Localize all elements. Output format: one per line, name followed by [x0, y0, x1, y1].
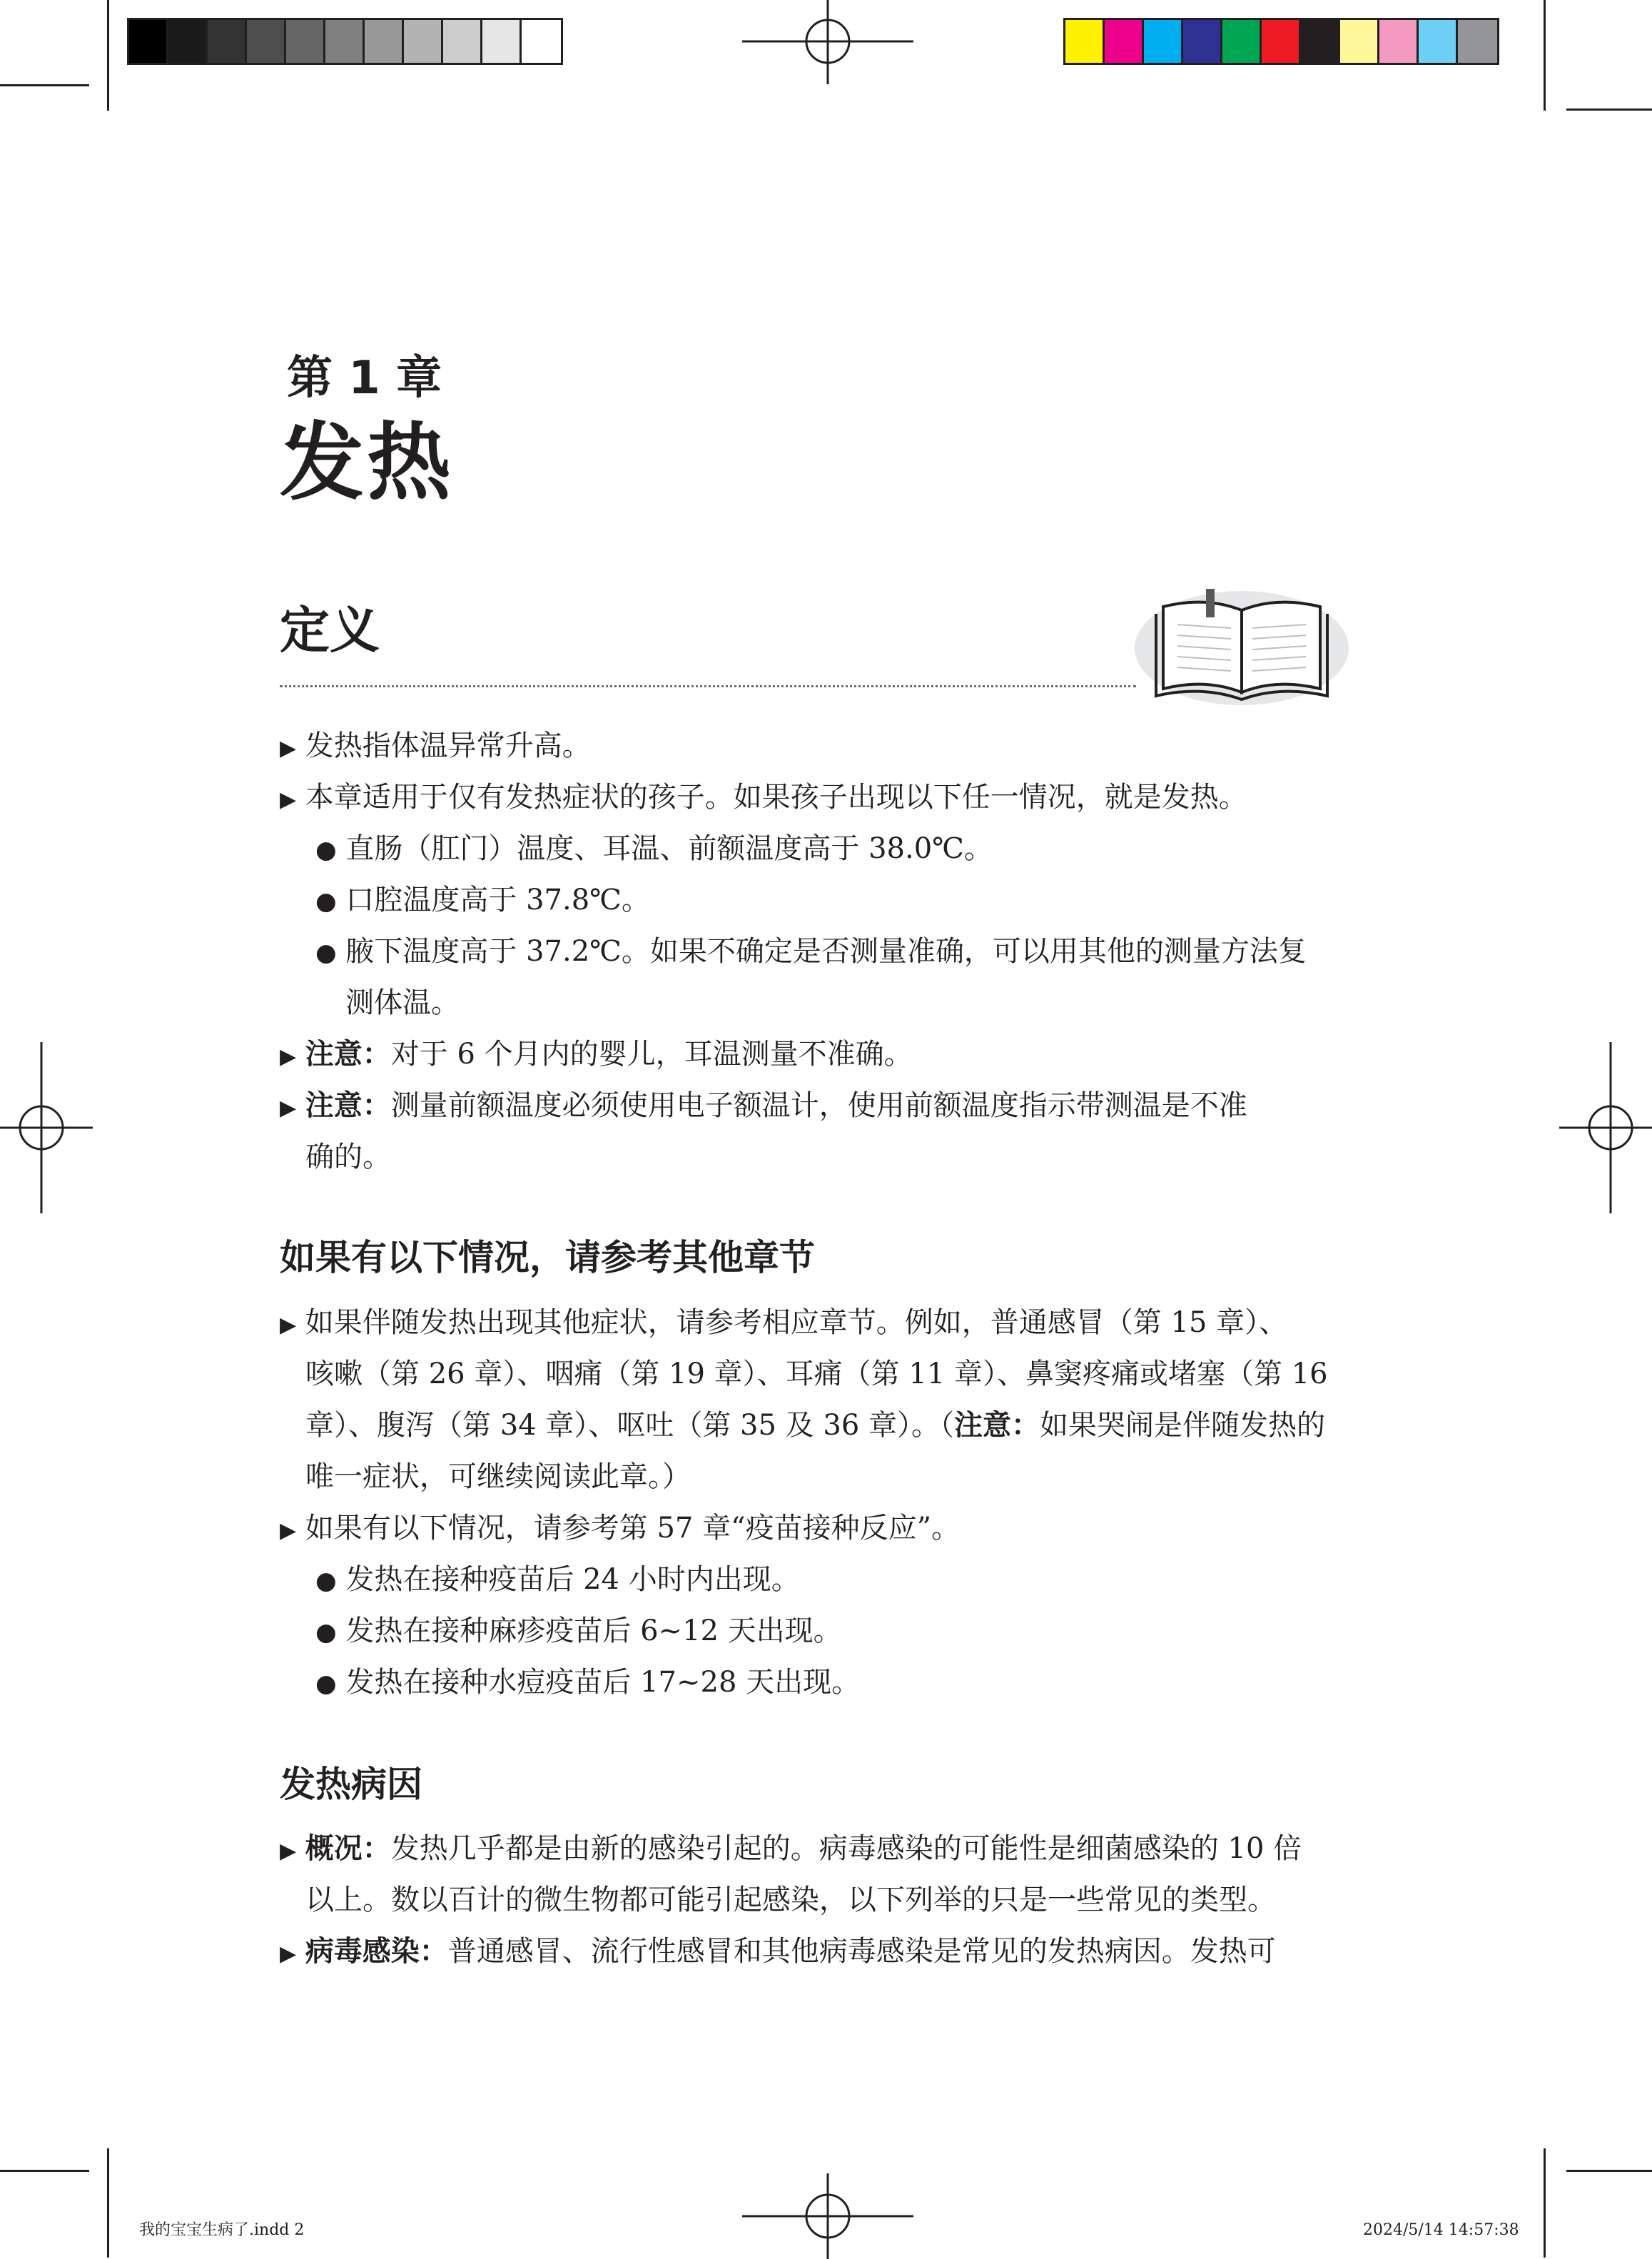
registration-mark-icon — [0, 1042, 93, 1213]
footer-datetime: 2024/5/14 14:57:38 — [1363, 2221, 1519, 2239]
color-swatch — [404, 20, 443, 63]
registration-mark-icon — [742, 0, 913, 107]
triangle-bullet-icon: ▶ — [280, 1313, 297, 1338]
list-item — [280, 1507, 960, 1552]
list-item — [315, 879, 650, 923]
dot-bullet-icon: ● — [315, 836, 337, 864]
paragraph-text: 如果伴随发热出现其他症状，请参考相应章节。例如，普通感冒（第 15 章）、 — [305, 1306, 1288, 1339]
definition-text: 对于 6 个月内的婴儿，耳温测量不准确。 — [390, 1038, 913, 1071]
open-book-icon — [1135, 585, 1349, 707]
list-item-continuation: 测体温。 — [345, 986, 460, 1019]
section-title-definition: 定义 — [280, 601, 380, 659]
color-swatch — [1262, 20, 1301, 63]
list-item — [315, 930, 1307, 974]
triangle-bullet-icon: ▶ — [280, 1044, 297, 1069]
list-item — [315, 1661, 860, 1705]
crop-mark — [0, 84, 89, 86]
list-item — [280, 1033, 913, 1078]
list-item-continuation — [305, 1404, 1325, 1447]
color-swatch — [482, 20, 522, 63]
subheading-causes: 发热病因 — [280, 1764, 422, 1805]
list-item-continuation: 唯一症状，可继续阅读此章。） — [305, 1460, 691, 1493]
color-swatch — [1222, 20, 1262, 63]
crop-mark — [0, 2170, 89, 2172]
triangle-bullet-icon: ▶ — [280, 787, 297, 812]
triangle-bullet-icon: ▶ — [280, 1096, 297, 1121]
color-swatch — [1144, 20, 1183, 63]
definition-text: 腋下温度高于 37.2℃。如果不确定是否测量准确，可以用其他的测量方法复 — [345, 935, 1307, 968]
registration-mark-icon — [742, 2152, 913, 2259]
paragraph-text: 如果有以下情况，请参考第 57 章“疫苗接种反应”。 — [305, 1512, 961, 1545]
viral-label: 病毒感染： — [305, 1934, 448, 1968]
color-bar — [1063, 18, 1499, 65]
dot-bullet-icon: ● — [315, 1618, 337, 1647]
overview-label: 概况： — [305, 1831, 391, 1865]
triangle-bullet-icon: ▶ — [280, 1518, 297, 1543]
dot-bullet-icon: ● — [315, 1567, 337, 1595]
note-label: 注意： — [305, 1088, 391, 1122]
color-swatch — [208, 20, 247, 63]
dot-bullet-icon: ● — [315, 887, 337, 916]
registration-mark-icon — [1559, 1042, 1652, 1213]
note-label: 注意： — [305, 1037, 391, 1071]
note-label: 注意： — [953, 1408, 1040, 1442]
grayscale-bar — [127, 18, 563, 65]
definition-text: 测量前额温度必须使用电子额温计，使用前额温度指示带测温是不准 — [390, 1089, 1247, 1122]
color-swatch — [522, 20, 561, 63]
list-item — [315, 1609, 842, 1654]
color-swatch — [1340, 20, 1379, 63]
color-swatch — [1105, 20, 1144, 63]
list-item — [280, 1930, 1276, 1976]
list-item — [280, 724, 591, 770]
color-swatch — [1301, 20, 1340, 63]
crop-mark — [107, 0, 109, 111]
list-item — [280, 776, 1247, 822]
vaccine-item: 发热在接种麻疹疫苗后 6~12 天出现。 — [345, 1614, 842, 1647]
color-swatch — [1419, 20, 1458, 63]
crop-mark — [1544, 2148, 1546, 2258]
color-swatch — [129, 20, 168, 63]
vaccine-item: 发热在接种疫苗后 24 小时内出现。 — [345, 1563, 800, 1596]
triangle-bullet-icon: ▶ — [280, 736, 297, 761]
section-divider — [280, 685, 1136, 687]
color-swatch — [1379, 20, 1419, 63]
color-swatch — [365, 20, 404, 63]
chapter-title: 发热 — [280, 413, 455, 512]
definition-text: 本章适用于仅有发热症状的孩子。如果孩子出现以下任一情况，就是发热。 — [305, 781, 1247, 814]
color-swatch — [1458, 20, 1497, 63]
chapter-label: 第 1 章 — [287, 352, 442, 405]
color-swatch — [325, 20, 365, 63]
triangle-bullet-icon: ▶ — [280, 1839, 297, 1864]
crop-mark — [1544, 0, 1546, 111]
color-swatch — [1183, 20, 1222, 63]
list-item-continuation: 确的。 — [305, 1141, 391, 1173]
triangle-bullet-icon: ▶ — [280, 1941, 297, 1966]
definition-text: 发热指体温异常升高。 — [305, 729, 591, 762]
paragraph-text: 如果哭闹是伴随发热的 — [1039, 1409, 1325, 1442]
color-swatch — [168, 20, 208, 63]
crop-mark — [107, 2148, 109, 2258]
dot-bullet-icon: ● — [315, 1669, 337, 1698]
list-item — [280, 1301, 1287, 1347]
definition-text: 直肠（肛门）温度、耳温、前额温度高于 38.0℃。 — [345, 832, 993, 865]
color-swatch — [247, 20, 286, 63]
list-item — [315, 827, 993, 871]
list-item — [280, 1084, 1247, 1130]
dot-bullet-icon: ● — [315, 939, 337, 967]
crop-mark — [1566, 108, 1652, 111]
subheading-other-chapters: 如果有以下情况，请参考其他章节 — [280, 1237, 815, 1278]
list-item-continuation: 咳嗽（第 26 章）、咽痛（第 19 章）、耳痛（第 11 章）、鼻窦疼痛或堵塞（第 16 — [305, 1358, 1328, 1390]
paragraph-text: 章）、腹泻（第 34 章）、呕吐（第 35 及 36 章）。（ — [305, 1409, 954, 1442]
paragraph-text: 普通感冒、流行性感冒和其他病毒感染是常见的发热病因。发热可 — [447, 1935, 1276, 1968]
crop-mark — [1566, 2170, 1652, 2172]
color-swatch — [286, 20, 325, 63]
color-swatch — [443, 20, 482, 63]
paragraph-text: 发热几乎都是由新的感染引起的。病毒感染的可能性是细菌感染的 10 倍 — [390, 1832, 1302, 1865]
list-item-continuation: 以上。数以百计的微生物都可能引起感染，以下列举的只是一些常见的类型。 — [305, 1884, 1276, 1916]
list-item — [280, 1827, 1302, 1873]
vaccine-item: 发热在接种水痘疫苗后 17~28 天出现。 — [345, 1666, 861, 1699]
color-swatch — [1065, 20, 1105, 63]
definition-text: 口腔温度高于 37.8℃。 — [345, 884, 650, 916]
footer-file-name: 我的宝宝生病了.indd 2 — [139, 2221, 305, 2239]
list-item — [315, 1558, 800, 1602]
